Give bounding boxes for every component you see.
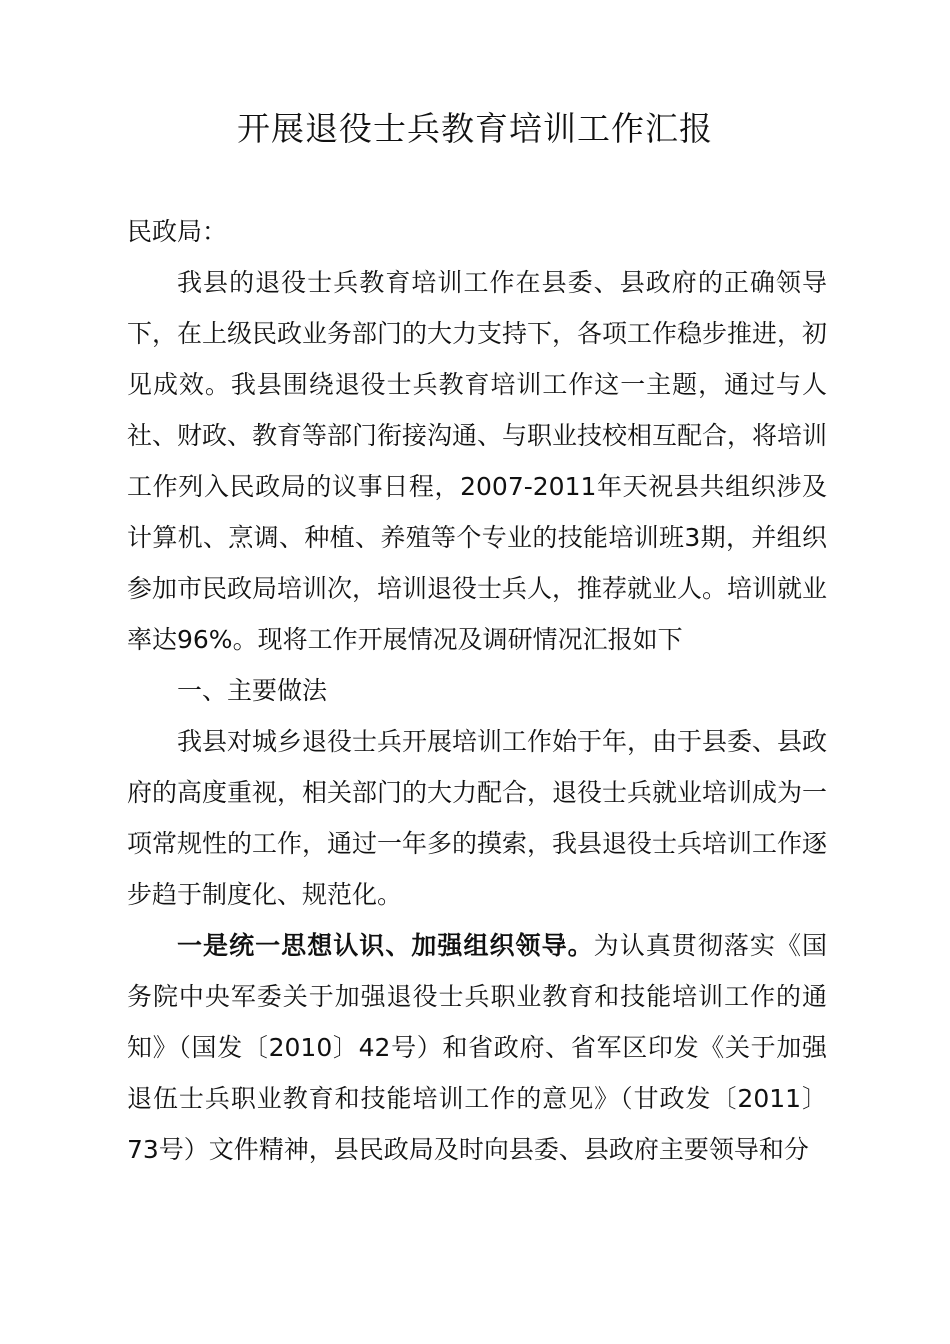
paragraph-intro: 我县的退役士兵教育培训工作在县委、县政府的正确领导下，在上级民政业务部门的大力支持下，各项工作稳步推进，初见成效。我县围绕退役士兵教育培训工作这一主题，通过与人社、财政、教育等部门衔接沟通、与职业技校相互配合，将培训工作列入民政局的议事日程，2007-2011年天祝县共组织涉及计算机、烹调、种植、养殖等个专业的技能培训班3期，并组织参加市民政局培训次，培训退役士兵人，推荐就业人。培训就业率达96%。现将工作开展情况及调研情况汇报如下 <box>127 268 828 654</box>
paragraph-organization <box>127 920 827 1175</box>
paragraph-lead-bold: 一是统一思想认识、加强组织领导。 <box>177 931 594 960</box>
paragraph-organization-text: 为认真贯彻落实《国务院中央军委关于加强退役士兵职业教育和技能培训工作的通知》（国发〔2010〕42号）和省政府、省军区印发《关于加强退伍士兵职业教育和技能培训工作的意见》（甘政发〔2011〕73号）文件精神，县民政局及时向县委、县政府主要领导和分 <box>127 931 827 1164</box>
section-heading-main-practices: 一、主要做法 <box>177 676 328 705</box>
document-title: 开展退役士兵教育培训工作汇报 <box>237 109 713 148</box>
paragraph-background: 我县对城乡退役士兵开展培训工作始于年，由于县委、县政府的高度重视，相关部门的大力配合，退役士兵就业培训成为一项常规性的工作，通过一年多的摸索，我县退役士兵培训工作逐步趋于制度化、规范化。 <box>127 727 828 909</box>
salutation: 民政局： <box>127 217 228 246</box>
document-body <box>127 206 827 1175</box>
